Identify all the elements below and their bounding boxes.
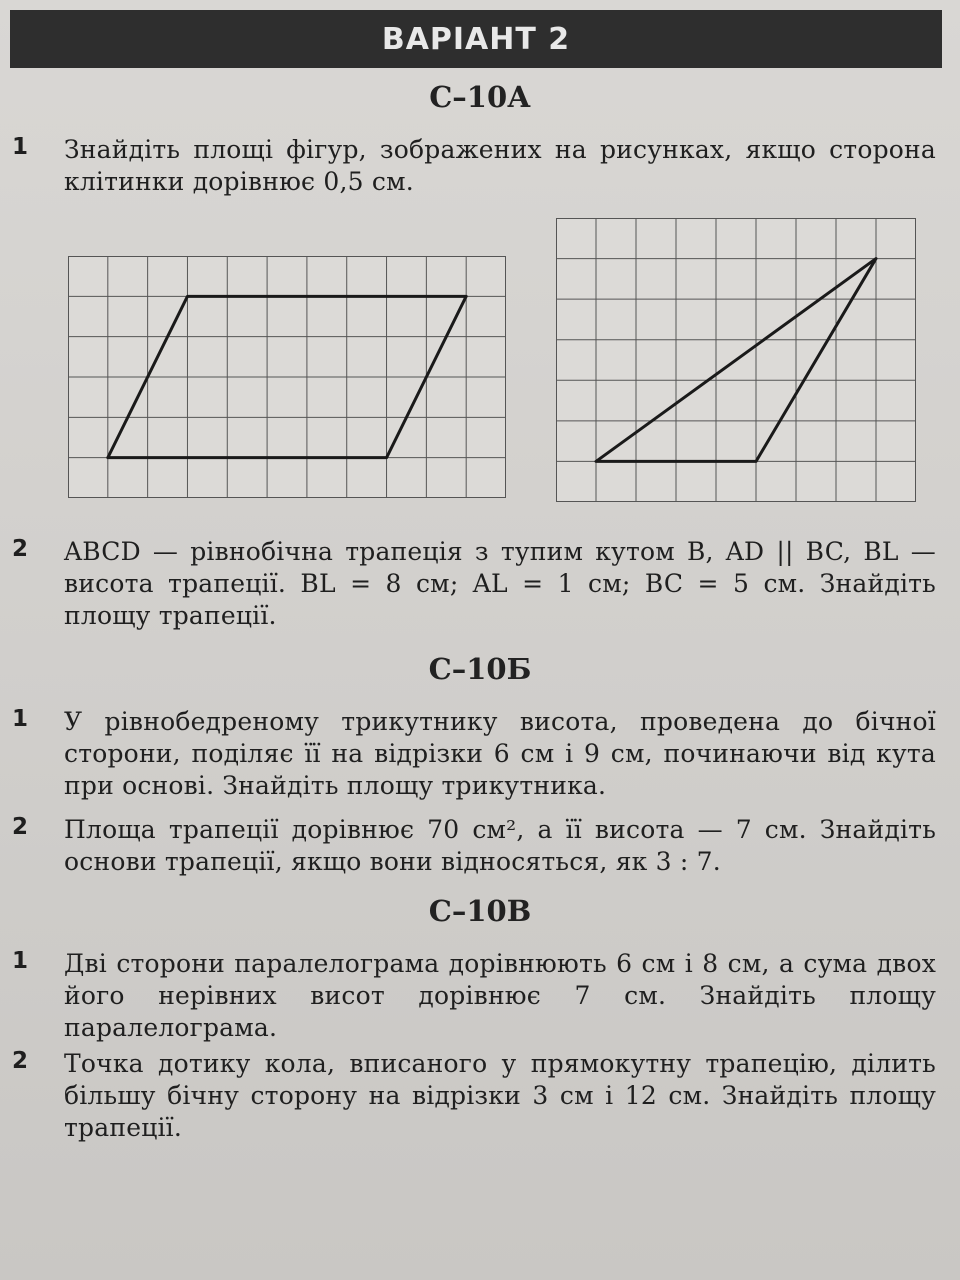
task-number: 1 bbox=[12, 948, 29, 974]
task-text: Дві сторони паралелограма дорівнюють 6 см і 8 см, а сума двох його нерівних висот дорівнює 7 см. Знайдіть площу паралелограма. bbox=[64, 949, 936, 1042]
task-text: У рівнобедреному трикутнику висота, проведена до бічної сторони, поділяє її на відрізки 6 см і 9 см, починаючи від кута при основі. Знайдіть площу трикутника. bbox=[64, 707, 936, 800]
task-text: ABCD — рівнобічна трапеція з тупим кутом B, AD || BC, BL — висота трапеції. BL = 8 см; AL = 1 см; BC = 5 см. Знайдіть площу трапеції. bbox=[64, 537, 936, 630]
section-title-b: С–10Б bbox=[428, 652, 532, 686]
task-text: Точка дотику кола, вписаного у прямокутну трапецію, ділить більшу бічну сторону на відрізки 3 см і 12 см. Знайдіть площу трапеції. bbox=[64, 1049, 936, 1142]
task-text: Площа трапеції дорівнює 70 см², а її висота — 7 см. Знайдіть основи трапеції, якщо вони відносяться, як 3 : 7. bbox=[64, 815, 936, 876]
task-number: 1 bbox=[12, 706, 29, 732]
task-number: 1 bbox=[12, 134, 29, 160]
variant-title: ВАРІАНТ 2 bbox=[381, 21, 571, 57]
section-title-a: С–10А bbox=[429, 80, 531, 114]
parallelogram-figure bbox=[68, 256, 506, 498]
task-text: Знайдіть площі фігур, зображених на рисунках, якщо сторона клітинки дорівнює 0,5 см. bbox=[64, 135, 936, 196]
task-number: 2 bbox=[12, 536, 29, 562]
triangle-figure bbox=[556, 218, 916, 502]
task-number: 2 bbox=[12, 1048, 29, 1074]
task-number: 2 bbox=[12, 814, 29, 840]
section-title-c: С–10В bbox=[428, 894, 532, 928]
variant-banner bbox=[10, 10, 942, 68]
